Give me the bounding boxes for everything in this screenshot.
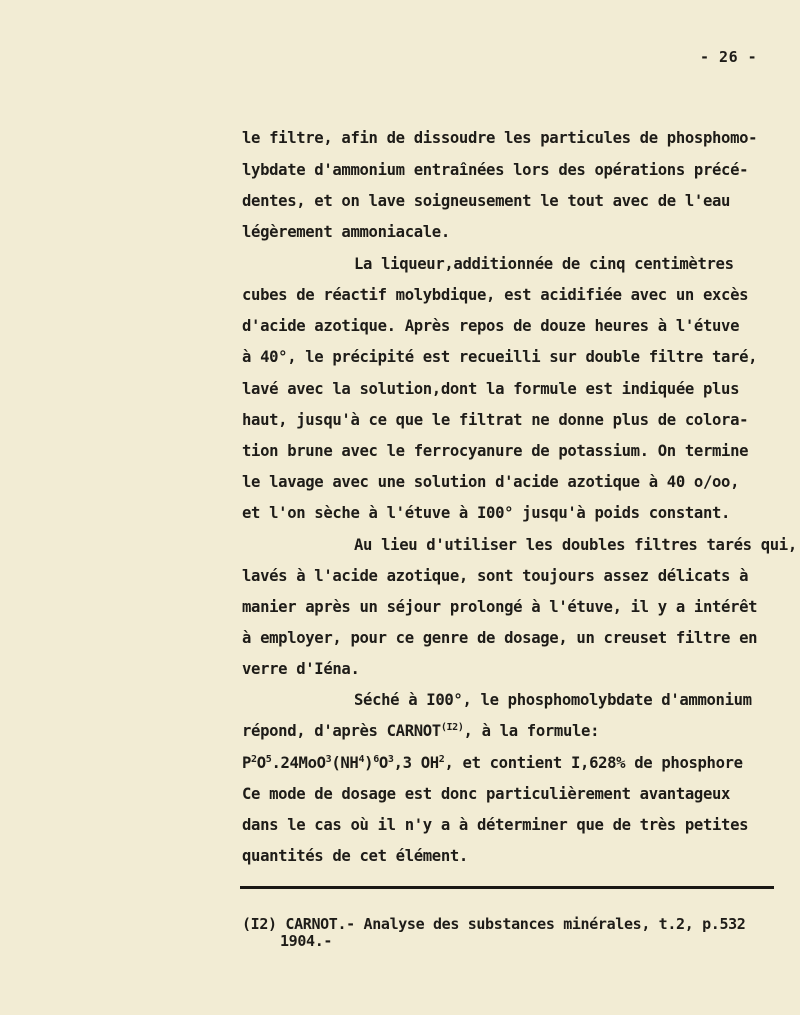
paragraph-first-line: La liqueur,additionnée de cinq centimètres — [354, 255, 734, 273]
text-line-with-reference — [242, 721, 599, 741]
text-line: tion brune avec le ferrocyanure de potassium. On termine — [242, 442, 749, 460]
text-line: cubes de réactif molybdique, est acidifiée avec un excès — [242, 286, 749, 304]
text-line: lavé avec la solution,dont la formule est indiquée plus — [242, 380, 740, 398]
text-line: et l'on sèche à l'étuve à I00° jusqu'à poids constant. — [242, 504, 731, 522]
formula-part: ) — [364, 754, 374, 772]
formula-sup: 3 — [387, 753, 394, 765]
paragraph-first-line: Au lieu d'utiliser les doubles filtres tarés qui, — [354, 536, 797, 554]
text-line: verre d'Iéna. — [242, 660, 360, 678]
chemical-formula-line — [242, 753, 743, 773]
text-line: manier après un séjour prolongé à l'étuve, il y a intérêt — [242, 598, 758, 616]
text-line: dans le cas où il n'y a à déterminer que de très petites — [242, 816, 749, 834]
text-line: lavés à l'acide azotique, sont toujours assez délicats à — [242, 567, 749, 585]
footnote-line-1: (I2) CARNOT.- Analyse des substances minérales, t.2, p.532 — [242, 915, 746, 933]
formula-part: (NH — [331, 754, 359, 772]
text-line: à 40°, le précipité est recueilli sur double filtre taré, — [242, 348, 758, 366]
text-line: légèrement ammoniacale. — [242, 223, 450, 241]
citation-superscript: (I2) — [440, 721, 464, 733]
formula-sup: 6 — [373, 753, 379, 765]
footnote-divider — [240, 886, 774, 889]
text-segment: , à la formule: — [463, 722, 600, 740]
formula-sup: 5 — [265, 753, 272, 765]
page-number: - 26 - — [700, 48, 758, 66]
formula-part: O — [378, 754, 388, 772]
text-line: d'acide azotique. Après repos de douze heures à l'étuve — [242, 317, 740, 335]
footnote-line-2: 1904.- — [280, 932, 333, 950]
text-line: à employer, pour ce genre de dosage, un creuset filtre en — [242, 629, 758, 647]
text-line: quantités de cet élément. — [242, 847, 468, 865]
text-line: haut, jusqu'à ce que le filtrat ne donne plus de colora- — [242, 411, 749, 429]
text-line: lybdate d'ammonium entraînées lors des opérations précé- — [242, 161, 749, 179]
text-line: le filtre, afin de dissoudre les particules de phosphomo- — [242, 129, 758, 147]
formula-part: O — [256, 754, 266, 772]
text-segment: répond, d'après CARNOT — [242, 722, 441, 740]
text-line: Ce mode de dosage est donc particulièrement avantageux — [242, 785, 731, 803]
formula-part: ,3 OH — [393, 754, 439, 772]
text-line: le lavage avec une solution d'acide azotique à 40 o/oo, — [242, 473, 740, 491]
formula-part: P — [242, 754, 252, 772]
formula-sup: 2 — [438, 753, 445, 765]
formula-sup: 3 — [325, 753, 332, 765]
formula-part: , et contient I,628% de phosphore — [444, 754, 743, 772]
text-line: dentes, et on lave soigneusement le tout avec de l'eau — [242, 192, 731, 210]
formula-part: .24MoO — [271, 754, 326, 772]
paragraph-first-line: Séché à I00°, le phosphomolybdate d'ammonium — [354, 691, 752, 709]
formula-sup: 4 — [358, 753, 365, 765]
formula-sup: 2 — [251, 753, 257, 765]
